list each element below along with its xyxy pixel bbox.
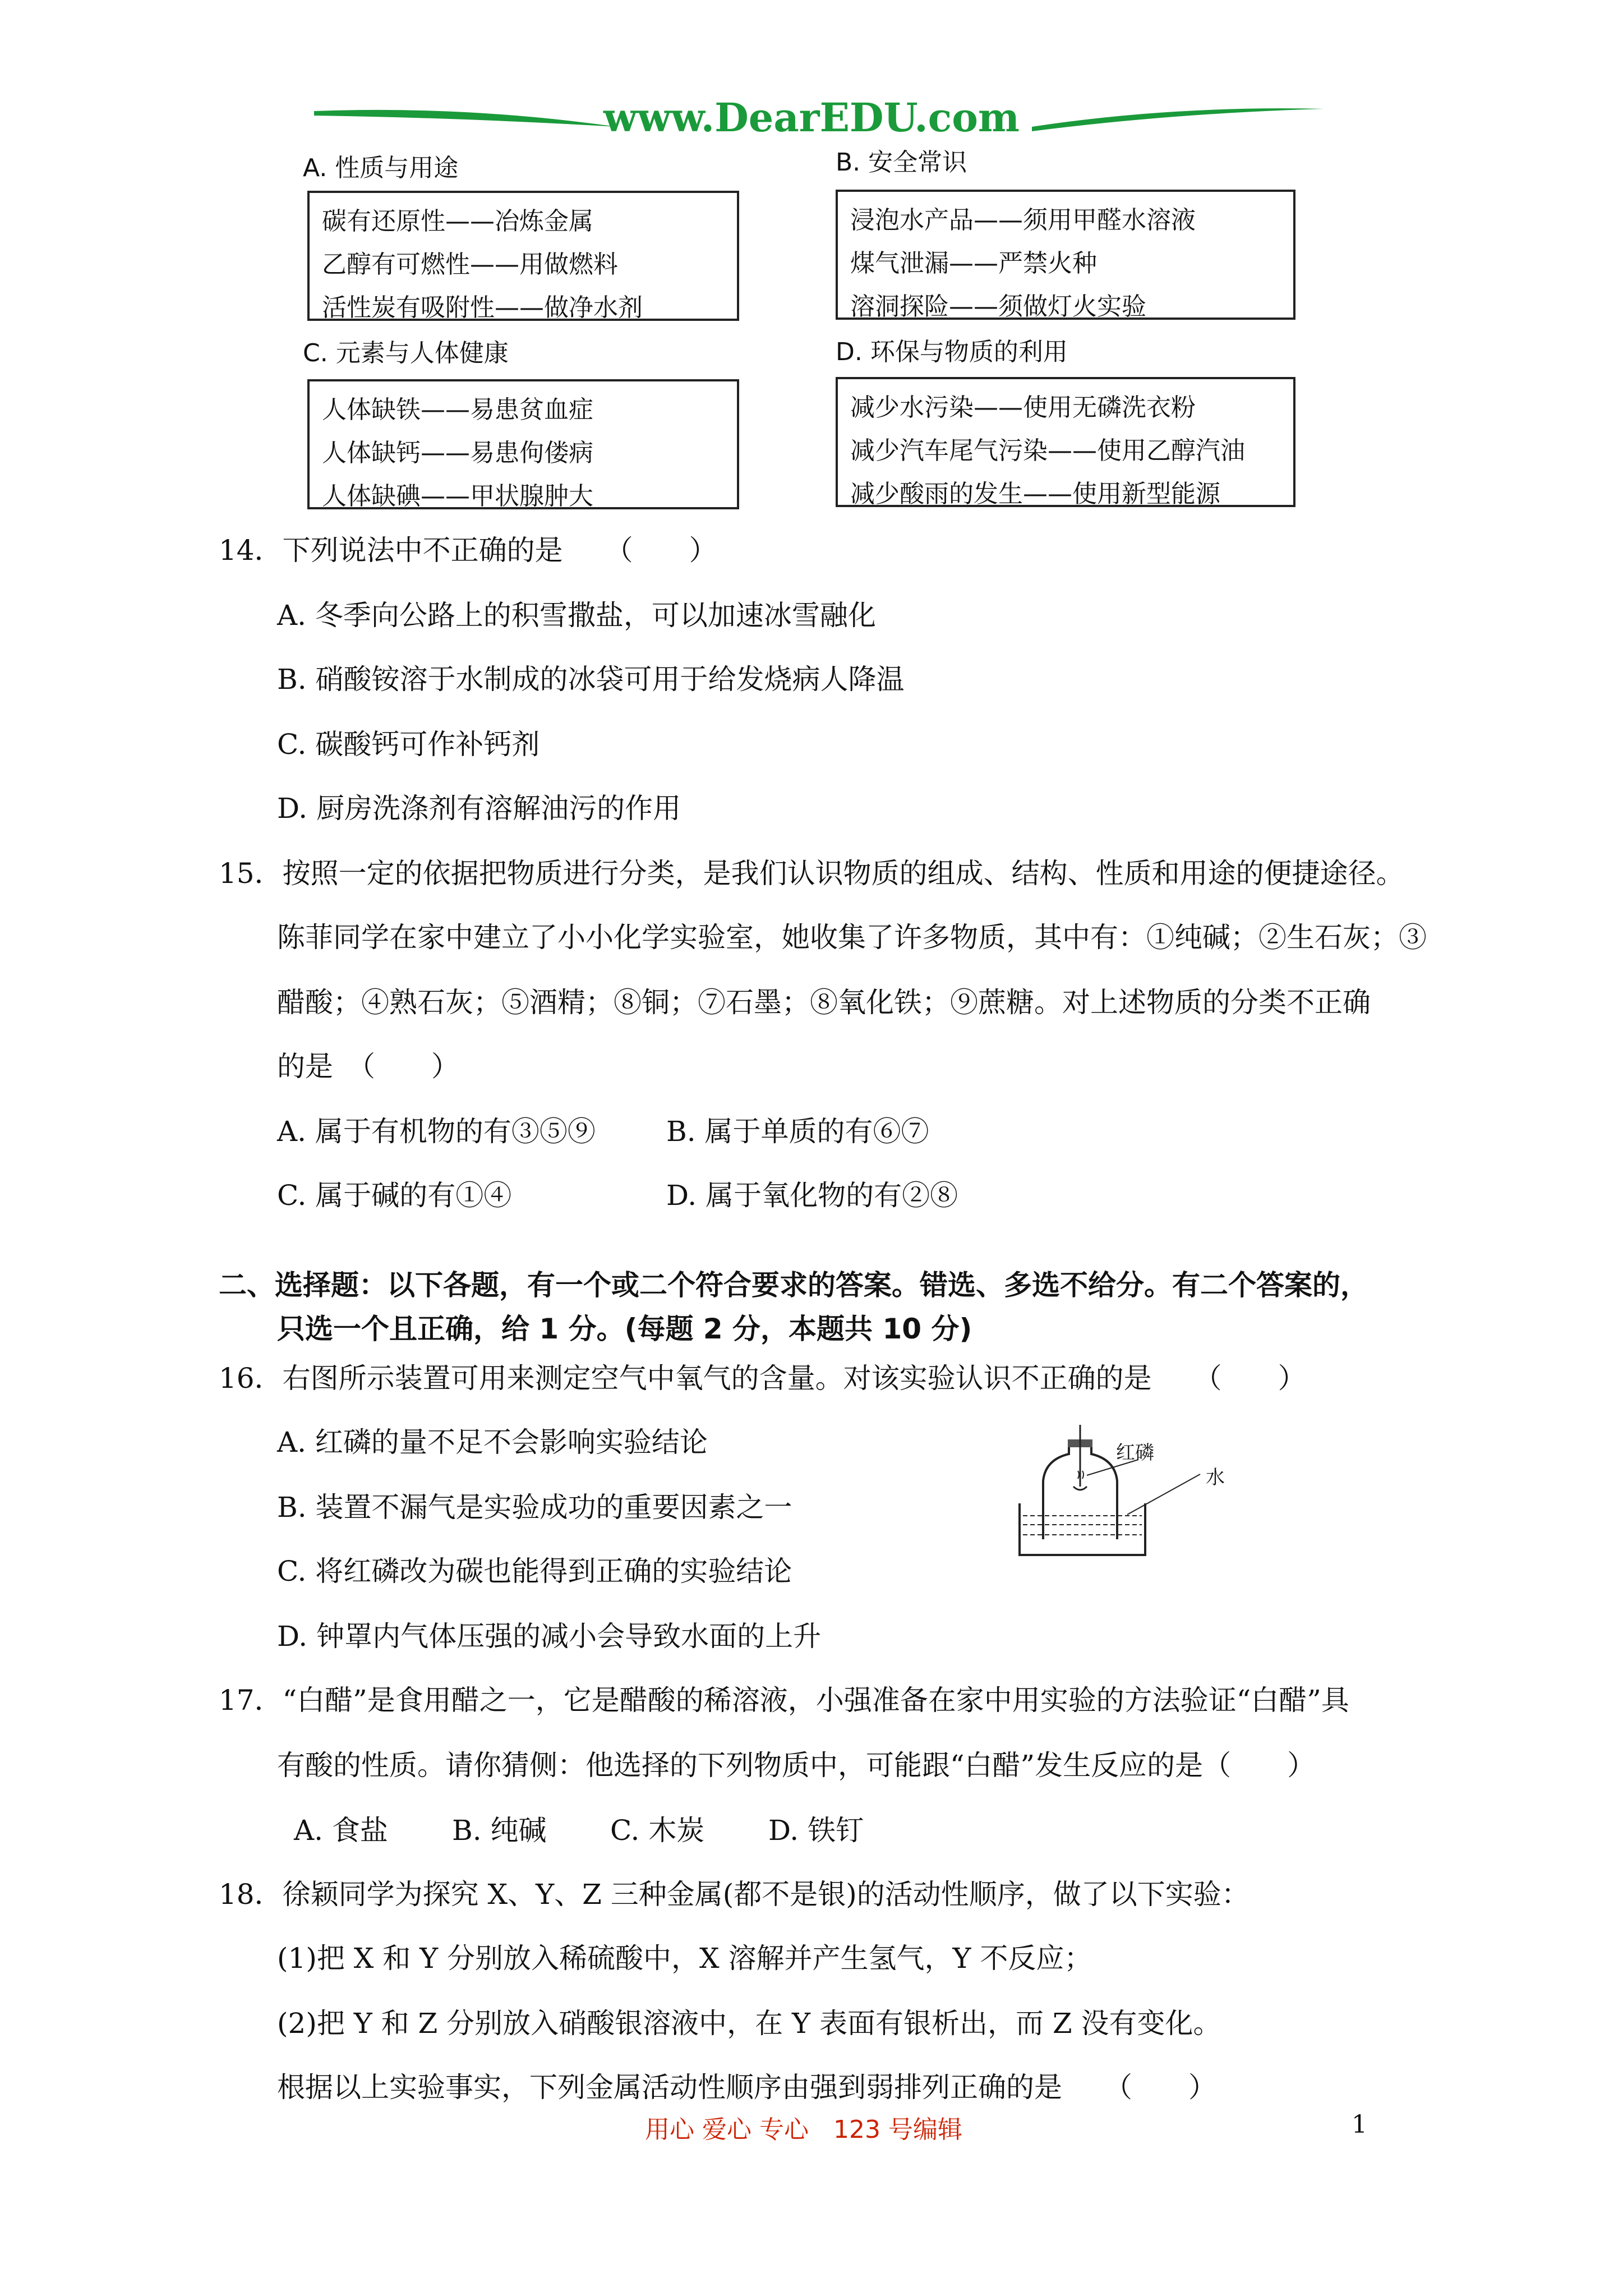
q14-option-a: A. 冬季向公路上的积雪撒盐，可以加速冰雪融化 [277,599,876,632]
box-d-line: 减少汽车尾气污染——使用乙醇汽油 [850,436,1245,465]
q16-stem: 16．右图所示装置可用来测定空气中氧气的含量。对该实验认识不正确的是 （ ） [219,1362,1306,1395]
box-b-line: 煤气泄漏——严禁火种 [850,249,1097,278]
q15-option-c: C. 属于碱的有①④ [277,1179,512,1212]
box-a-line: 乙醇有可燃性——用做燃料 [322,250,618,279]
section2-heading-cont: 只选一个且正确，给 1 分。(每题 2 分，本题共 10 分) [277,1313,972,1345]
q15-line-1: 15．按照一定的依据把物质进行分类，是我们认识物质的组成、结构、性质和用途的便捷途径。 [219,857,1404,890]
page-number: 1 [1352,2110,1367,2139]
q16-option-d: D. 钟罩内气体压强的减小会导致水面的上升 [277,1620,822,1653]
box-d [836,377,1295,507]
q17-option-c: C. 木炭 [610,1814,705,1847]
figure-label-phosphorus: 红磷 [1116,1442,1154,1464]
q16-option-b: B. 装置不漏气是实验成功的重要因素之一 [277,1491,792,1524]
box-a-line: 碳有还原性——冶炼金属 [322,207,593,236]
q15-option-d: D. 属于氧化物的有②⑧ [666,1179,958,1212]
box-b-title: B. 安全常识 [836,148,967,177]
box-c [307,379,739,509]
q14-stem: 14．下列说法中不正确的是 （ ） [219,534,717,567]
box-a [307,191,739,321]
q18-line-4: 根据以上实验事实，下列金属活动性顺序由强到弱排列正确的是 （ ） [277,2071,1216,2104]
q18-line-3: (2)把 Y 和 Z 分别放入硝酸银溶液中，在 Y 表面有银析出，而 Z 没有变化。 [277,2007,1221,2040]
box-c-line: 人体缺碘——甲状腺肿大 [322,482,593,510]
box-c-title: C. 元素与人体健康 [303,339,509,367]
box-a-title: A. 性质与用途 [303,154,459,182]
q15-line-3: 醋酸；④熟石灰；⑤酒精；⑧铜；⑦石墨；⑧氧化铁；⑨蔗糖。对上述物质的分类不正确 [277,986,1371,1019]
box-a-line: 活性炭有吸附性——做净水剂 [322,293,643,322]
q14-option-c: C. 碳酸钙可作补钙剂 [277,728,540,761]
box-d-title: D. 环保与物质的利用 [836,338,1068,366]
q17-line-2: 有酸的性质。请你猜侧：他选择的下列物质中，可能跟“白醋”发生反应的是（ ） [277,1749,1316,1782]
box-d-line: 减少酸雨的发生——使用新型能源 [850,480,1220,508]
q15-option-a: A. 属于有机物的有③⑤⑨ [277,1115,596,1148]
q18-line-1: 18．徐颖同学为探究 X、Y、Z 三种金属(都不是银)的活动性顺序，做了以下实验： [219,1878,1249,1911]
q16-option-c: C. 将红磷改为碳也能得到正确的实验结论 [277,1555,792,1588]
site-logo: www.DearEDU.com [603,94,1020,141]
q18-line-2: (1)把 X 和 Y 分别放入稀硫酸中，X 溶解并产生氢气，Y 不反应； [277,1942,1092,1975]
box-c-line: 人体缺铁——易患贫血症 [322,395,593,424]
q17-option-d: D. 铁钉 [768,1814,864,1847]
box-b-line: 溶洞探险——须做灯火实验 [850,292,1146,321]
box-d-line: 减少水污染——使用无磷洗衣粉 [850,393,1196,422]
box-b [836,190,1295,320]
q15-line-4: 的是 （ ） [277,1050,459,1083]
box-b-line: 浸泡水产品——须用甲醛水溶液 [850,206,1196,234]
figure-label-water: 水 [1206,1466,1225,1489]
q17-option-b: B. 纯碱 [452,1814,547,1847]
q17-line-1: 17．“白醋”是食用醋之一，它是醋酸的稀溶液，小强准备在家中用实验的方法验证“白醋”具 [219,1684,1349,1717]
q15-option-b: B. 属于单质的有⑥⑦ [666,1115,929,1148]
q14-option-d: D. 厨房洗涤剂有溶解油污的作用 [277,792,681,825]
q17-option-a: A. 食盐 [294,1814,388,1847]
q15-line-2: 陈菲同学在家中建立了小小化学实验室，她收集了许多物质，其中有：①纯碱；②生石灰；③ [277,921,1427,954]
footer-text: 用心 爱心 专心 123 号编辑 [645,2115,962,2144]
q14-option-b: B. 硝酸铵溶于水制成的冰袋可用于给发烧病人降温 [277,663,905,696]
q16-option-a: A. 红磷的量不足不会影响实验结论 [277,1426,708,1458]
section2-heading: 二、选择题：以下各题，有一个或二个符合要求的答案。错选、多选不给分。有二个答案的， [219,1269,1368,1301]
box-c-line: 人体缺钙——易患佝偻病 [322,439,593,467]
